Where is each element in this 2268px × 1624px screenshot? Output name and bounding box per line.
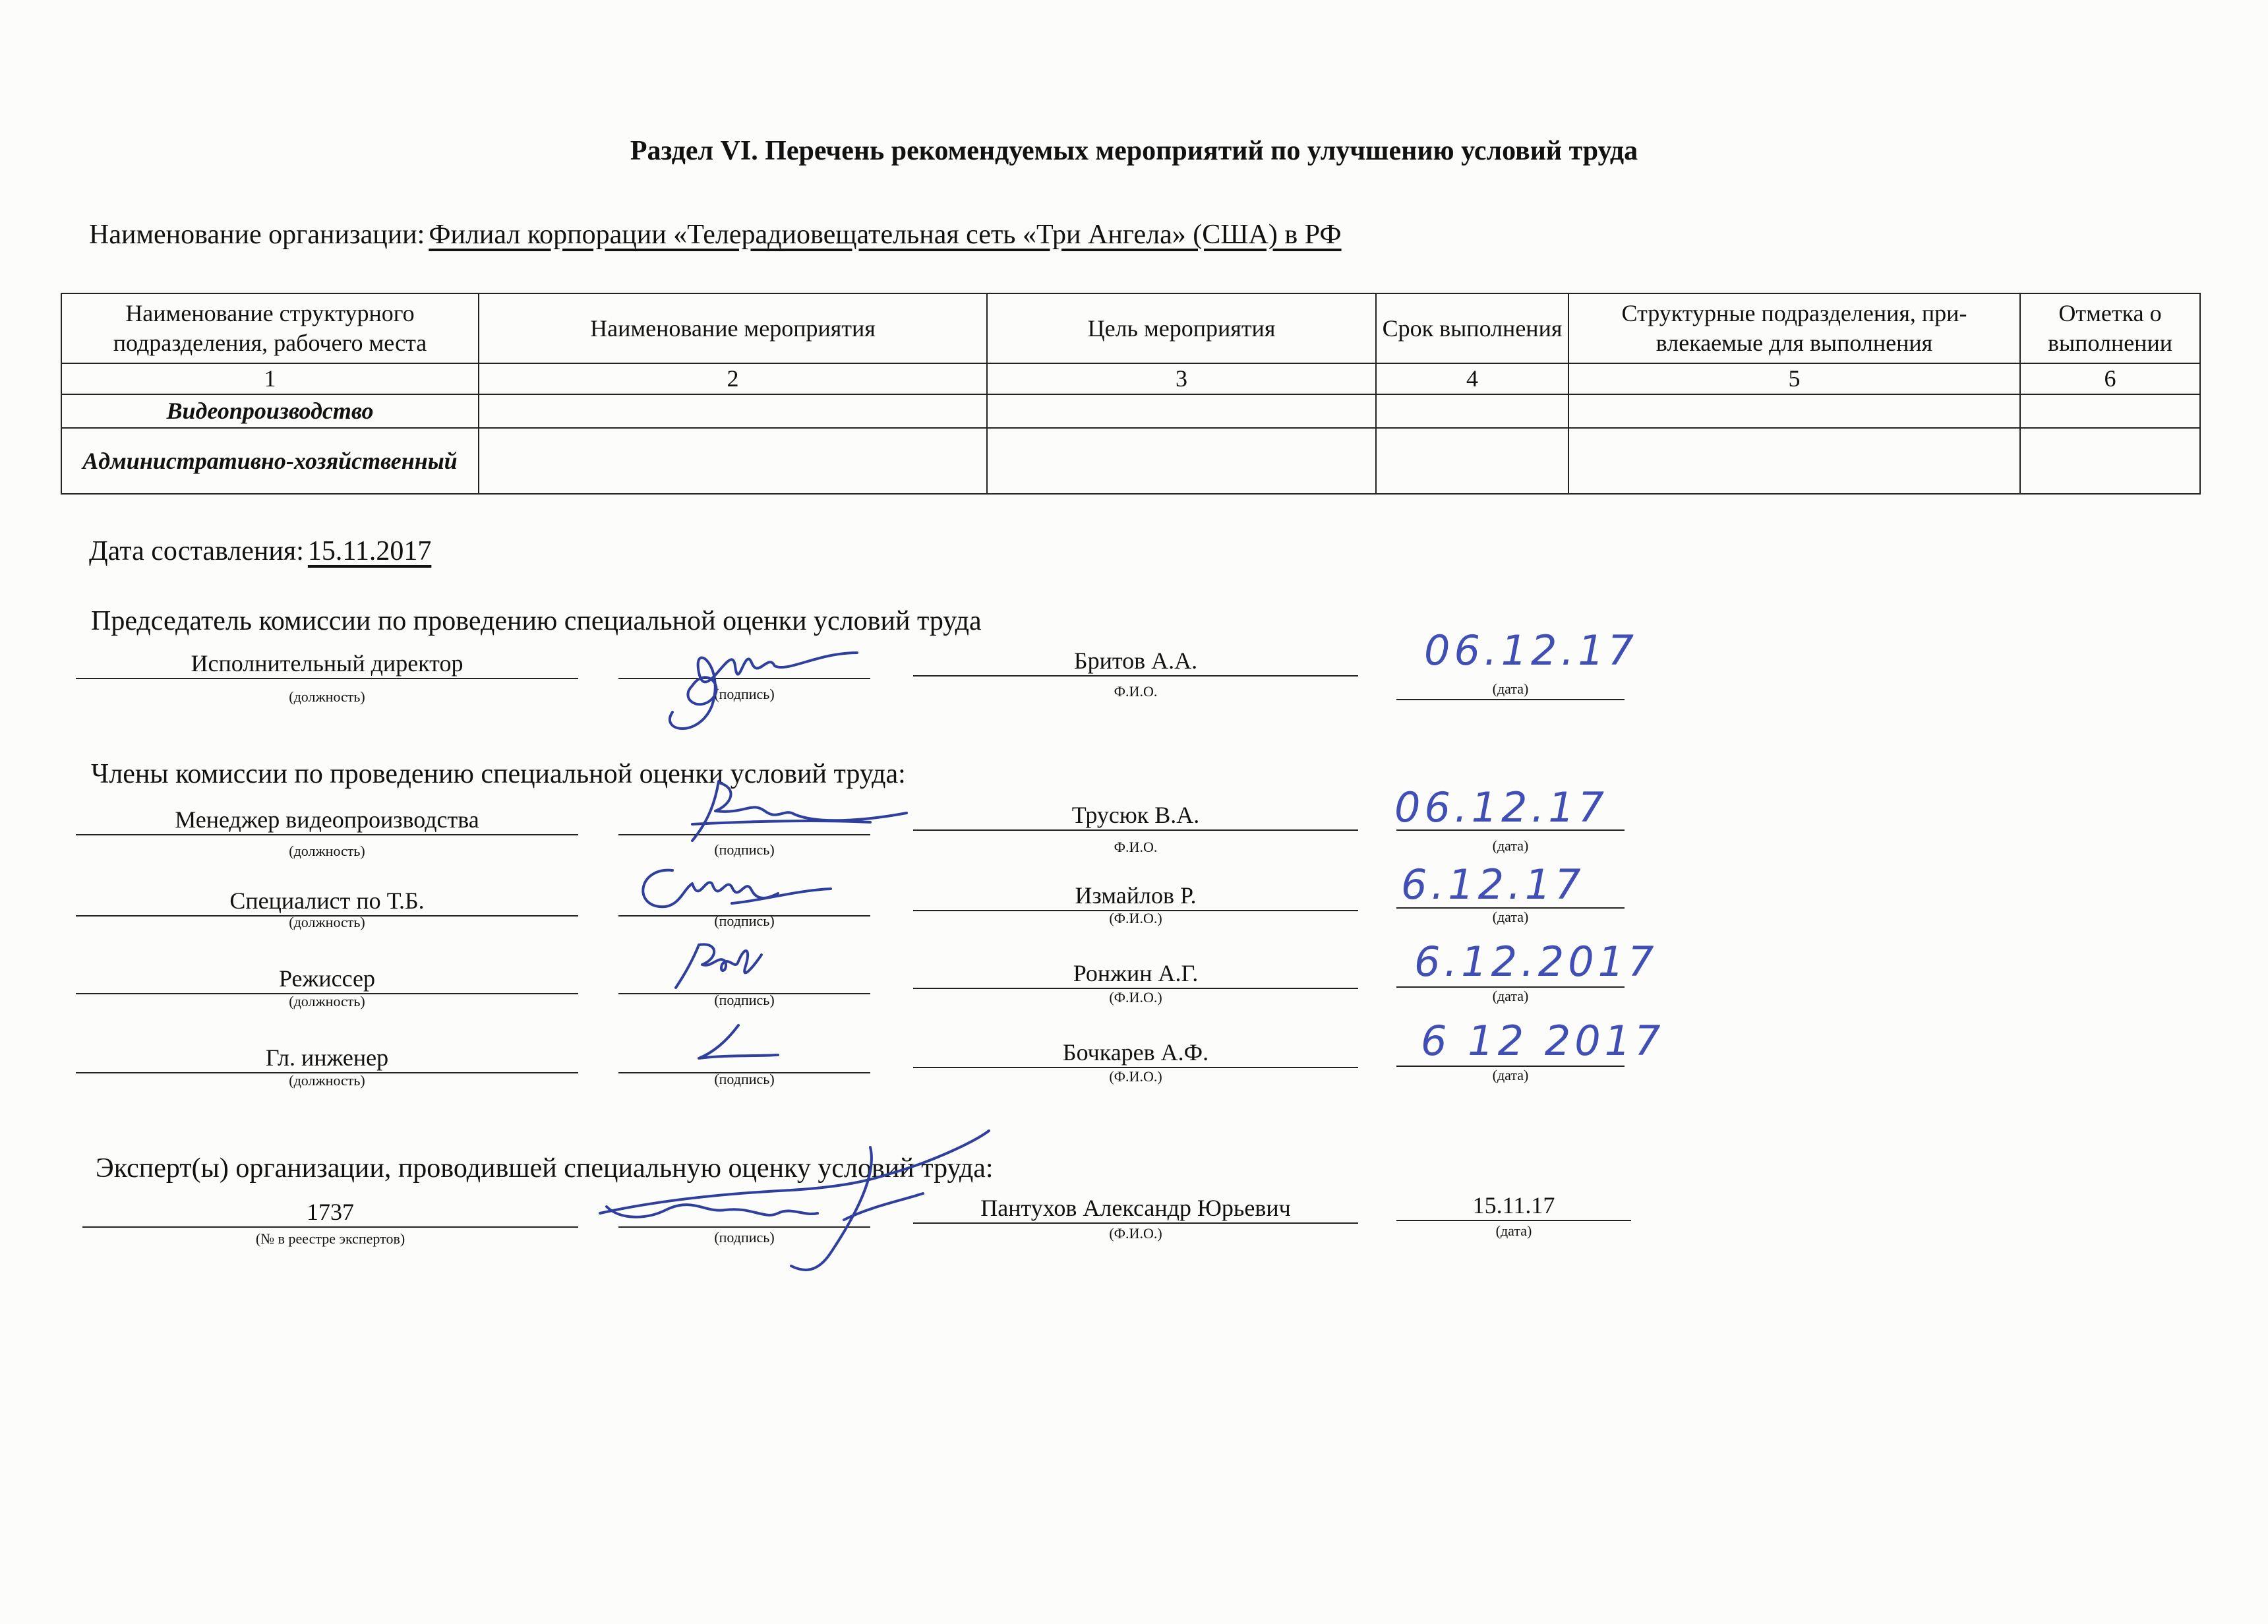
organization-value: Филиал корпорации «Телерадиовещательная сеть «Три Ангела» (США) в РФ (429, 220, 1342, 250)
chairman-handwritten-date: 06.12.17 (1424, 626, 1638, 675)
column-number: 6 (2020, 363, 2200, 394)
member-name: Ронжин А.Г. (913, 961, 1358, 989)
table-row (61, 394, 2200, 428)
member-position: Гл. инженер (76, 1046, 578, 1073)
column-number: 3 (987, 363, 1376, 394)
member-handwritten-date: 6 12 2017 (1421, 1017, 1665, 1065)
caption-date: (дата) (1492, 1067, 1529, 1083)
member-name: Измайлов Р. (913, 884, 1358, 911)
caption-date: (дата) (1492, 988, 1529, 1004)
chairman-signature (653, 626, 864, 738)
chairman-position: Исполнительный директор (76, 651, 578, 679)
caption-position: (должность) (289, 914, 365, 930)
table-cell (1568, 394, 2020, 428)
member-position: Режиссер (76, 967, 578, 994)
caption-position: (должность) (289, 1072, 365, 1089)
table-number-row (61, 363, 2200, 394)
organization-label: Наименование организации: (89, 220, 425, 250)
caption-date: (дата) (1495, 1222, 1532, 1239)
table-cell (479, 428, 987, 494)
table-header-cell: Срок выполнения (1376, 293, 1568, 363)
caption-position: (должность) (289, 993, 365, 1009)
compiled-date-value: 15.11.2017 (307, 536, 432, 566)
column-number: 4 (1376, 363, 1568, 394)
organization-line (89, 219, 1348, 251)
expert-heading: Эксперт(ы) организации, проводившей специальную оценку условий труда: (96, 1153, 994, 1184)
compiled-date-line (89, 535, 439, 567)
member-position: Специалист по Т.Б. (76, 889, 578, 917)
caption-name: Ф.И.О. (1114, 683, 1158, 700)
caption-registry: (№ в реестре экспертов) (255, 1230, 405, 1247)
table-cell (1568, 428, 2020, 494)
caption-date: (дата) (1492, 680, 1529, 697)
caption-name: (Ф.И.О.) (1109, 989, 1162, 1006)
member-handwritten-date: 6.12.17 (1401, 860, 1585, 909)
compiled-date-label: Дата составления: (89, 536, 304, 566)
caption-signature: (подпись) (714, 841, 775, 858)
caption-signature: (подпись) (714, 1071, 775, 1087)
table-header-cell: Наименование структурного подразделения, рабочего места (61, 293, 479, 363)
caption-position: (должность) (289, 688, 365, 705)
expert-date: 15.11.17 (1396, 1193, 1631, 1221)
column-number: 2 (479, 363, 987, 394)
department-cell: Административно-хозяйственный (61, 428, 479, 494)
table-cell (2020, 428, 2200, 494)
column-number: 5 (1568, 363, 2020, 394)
chairman-heading: Председатель комиссии по проведению специальной оценки условий труда (91, 606, 982, 636)
chairman-name: Бритов А.А. (913, 649, 1358, 677)
table-row (61, 428, 2200, 494)
member-signature (672, 942, 771, 994)
caption-signature: (подпись) (714, 1229, 775, 1246)
member-handwritten-date: 06.12.17 (1394, 783, 1609, 831)
member-handwritten-date: 6.12.2017 (1414, 938, 1658, 986)
caption-date: (дата) (1492, 909, 1529, 925)
table-cell (1376, 394, 1568, 428)
caption-name: (Ф.И.О.) (1109, 1068, 1162, 1085)
member-position: Менеджер видеопроизводства (76, 808, 578, 835)
caption-signature: (подпись) (714, 992, 775, 1008)
table-cell (2020, 394, 2200, 428)
caption-signature: (подпись) (714, 913, 775, 929)
caption-position: (должность) (289, 843, 365, 859)
table-header-cell: Наименование мероприятия (479, 293, 987, 363)
expert-registry-number: 1737 (82, 1200, 578, 1228)
page-title: Раздел VI. Перечень рекомендуемых мероприятий по улучшению условий труда (630, 136, 1638, 166)
table-cell (987, 428, 1376, 494)
expert-signature (593, 1121, 1002, 1279)
table-header-row (61, 293, 2200, 363)
measures-table (61, 293, 2201, 495)
department-cell: Видеопроизводство (61, 394, 479, 428)
table-cell (987, 394, 1376, 428)
member-name: Трусюк В.А. (913, 803, 1358, 831)
table-cell (1376, 428, 1568, 494)
member-signature (653, 775, 910, 847)
table-header-cell: Структурные подразделения, при-влекаемые для выполнения (1568, 293, 2020, 363)
caption-name: Ф.И.О. (1114, 839, 1158, 855)
table-header-cell: Цель мероприятия (987, 293, 1376, 363)
table-header-cell: Отметка о выполнении (2020, 293, 2200, 363)
members-heading: Члены комиссии по проведению специальной оценки условий труда: (91, 759, 906, 789)
member-signature (692, 1022, 785, 1068)
expert-name: Пантухов Александр Юрьевич (913, 1196, 1358, 1224)
member-name: Бочкарев А.Ф. (913, 1040, 1358, 1068)
caption-name: (Ф.И.О.) (1109, 910, 1162, 926)
column-number: 1 (61, 363, 479, 394)
caption-name: (Ф.И.О.) (1109, 1225, 1162, 1242)
table-cell (479, 394, 987, 428)
caption-date: (дата) (1492, 837, 1529, 854)
caption-signature: (подпись) (714, 686, 775, 702)
member-signature (626, 864, 837, 917)
